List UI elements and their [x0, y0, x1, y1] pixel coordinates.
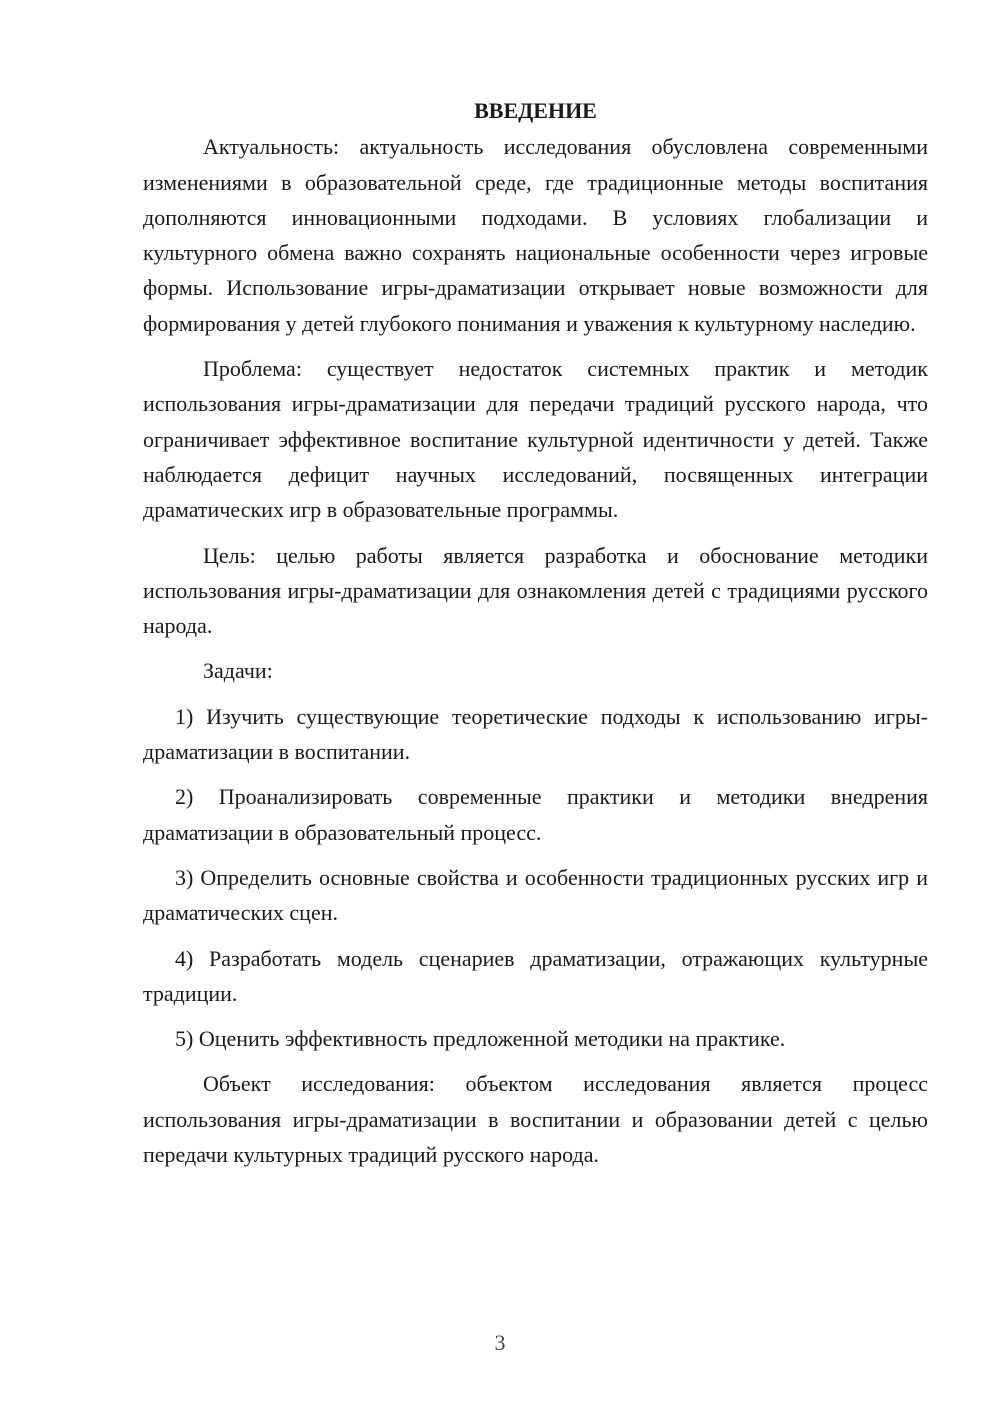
- page-number: 3: [494, 1330, 506, 1355]
- task-item: 2) Проанализировать современные практики и методики внедрения драматизации в образовательный процесс.: [143, 784, 928, 845]
- page-content: [143, 93, 928, 1172]
- section-title: ВВЕДЕНИЕ: [474, 98, 597, 123]
- tasks-heading: Задачи:: [203, 658, 273, 684]
- task-item: 5) Оценить эффективность предложенной методики на практике.: [175, 1026, 786, 1052]
- paragraph-object: Объект исследования: объектом исследования является процесс использования игры-драматизации в воспитании и образовании детей с целью передачи культурных традиций русского народа.: [143, 1071, 928, 1168]
- task-item: 1) Изучить существующие теоретические подходы к использованию игры-драматизации в воспитании.: [143, 703, 928, 765]
- task-item: 4) Разработать модель сценариев драматизации, отражающих культурные традиции.: [143, 945, 928, 1006]
- paragraph-relevance: Актуальность: актуальность исследования обусловлена современными изменениями в образовательной среде, где традиционные методы воспитания дополняются инновационными подходами. В условиях глобализации и культурного обмена важно сохранять национальные особенности через игровые формы. Использование игры-драматизации открывает новые возможности для формирования у детей глубокого понимания и уважения к культурному наследию.: [143, 134, 928, 336]
- task-item: 3) Определить основные свойства и особенности традиционных русских игр и драматических сцен.: [143, 864, 928, 926]
- paragraph-problem: Проблема: существует недостаток системных практик и методик использования игры-драматизации для передачи традиций русского народа, что ограничивает эффективное воспитание культурной идентичности у детей. Также наблюдается дефицит научных исследований, посвященных интеграции драматических игр в образовательные программы.: [143, 356, 928, 523]
- paragraph-goal: Цель: целью работы является разработка и обоснование методики использования игры-драматизации для ознакомления детей с традициями русского народа.: [143, 542, 928, 639]
